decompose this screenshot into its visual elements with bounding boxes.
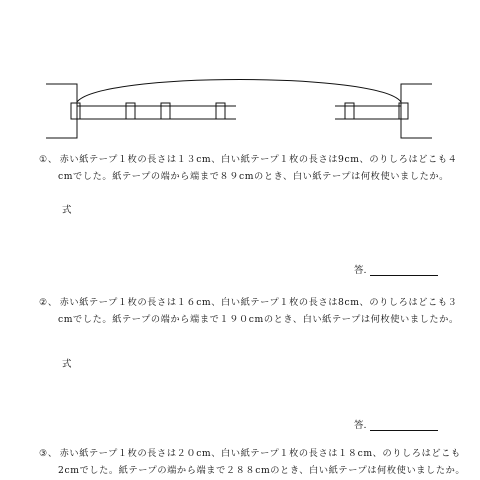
problem-1-line2: cmでした。紙テープの端から端まで８９cmのとき、白い紙テープは何枚使いましたか。 xyxy=(58,171,449,182)
span-arc xyxy=(77,80,401,103)
overlap-marker xyxy=(216,103,225,119)
problem-3-text-line1: 赤い紙テープ１枚の長さは２０cm、白い紙テープ１枚の長さは１８cm、のりしろはどこも xyxy=(59,448,461,459)
overlap-marker xyxy=(71,103,80,119)
problem-2-line2: cmでした。紙テープの端から端まで１９０cmのとき、白い紙テープは何枚使いましたか。 xyxy=(58,314,459,325)
problem-2-answer-label: 答. xyxy=(354,420,367,431)
problem-1-line1 xyxy=(39,151,457,165)
problem-3-line1 xyxy=(39,445,461,459)
problem-2-number: ②、 xyxy=(39,297,58,308)
problem-3-number: ③、 xyxy=(39,448,58,459)
problem-1-answer-blank[interactable] xyxy=(370,265,438,276)
problem-3-line2: 2cmでした。紙テープの端から端まで２８８cmのとき、白い紙テープは何枚使いましたか。 xyxy=(58,465,466,476)
tape-diagram xyxy=(0,0,480,150)
problem-2-answer-blank[interactable] xyxy=(370,420,438,431)
right-wall xyxy=(401,84,432,138)
problem-1-text-line1: 赤い紙テープ１枚の長さは１３cm、白い紙テープ１枚の長さは9cm、のりしろはどこも４ xyxy=(59,154,458,165)
problem-2-shiki-label: 式 xyxy=(62,359,72,370)
problem-2-line1 xyxy=(39,294,457,308)
problem-1-answer-label: 答. xyxy=(354,265,367,276)
left-wall xyxy=(46,84,77,138)
problem-1-number: ①、 xyxy=(39,154,58,165)
problem-2-answer xyxy=(354,417,438,431)
problem-1-answer xyxy=(354,262,438,276)
problem-1-shiki-label: 式 xyxy=(62,205,72,216)
overlap-marker xyxy=(399,103,408,119)
overlap-marker xyxy=(345,103,354,119)
problem-2-text-line1: 赤い紙テープ１枚の長さは１６cm、白い紙テープ１枚の長さは8cm、のりしろはどこも３ xyxy=(59,297,458,308)
overlap-marker xyxy=(126,103,135,119)
overlap-marker xyxy=(161,103,170,119)
